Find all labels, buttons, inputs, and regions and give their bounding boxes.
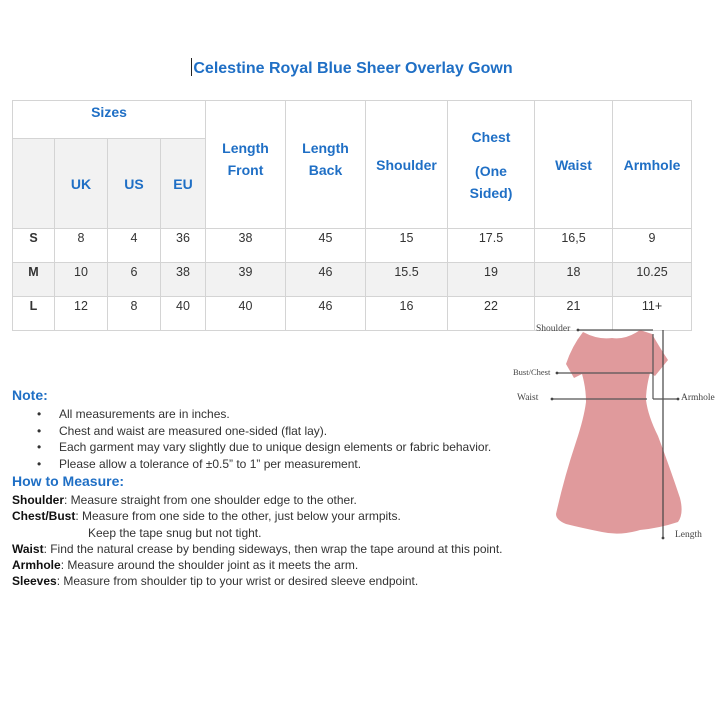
cell-chest: 19 — [448, 263, 535, 297]
size-label: S — [13, 229, 55, 263]
howto-term: Chest/Bust — [12, 509, 76, 524]
cell-length-back: 46 — [286, 297, 366, 331]
cell-waist: 16,5 — [535, 229, 613, 263]
header-waist: Waist — [535, 101, 613, 229]
cell-waist: 18 — [535, 263, 613, 297]
cell-length-front: 38 — [206, 229, 286, 263]
cell-chest: 22 — [448, 297, 535, 331]
cell-armhole: 11+ — [613, 297, 692, 331]
howto-term: Armhole — [12, 558, 61, 573]
cell-shoulder: 16 — [366, 297, 448, 331]
howto-text: : Measure straight from one shoulder edge to the other. — [64, 493, 357, 507]
diagram-label-bust: Bust/Chest — [513, 367, 551, 377]
cell-us: 4 — [108, 229, 161, 263]
cell-eu: 36 — [161, 229, 206, 263]
size-chart-table — [12, 100, 692, 331]
header-shoulder: Shoulder — [366, 101, 448, 229]
howto-text: : Find the natural crease by bending sideways, then wrap the tape around at this point. — [43, 541, 503, 556]
note-heading: Note: — [12, 387, 48, 403]
header-chest-line2: (One Sided) — [469, 162, 513, 201]
how-to-measure-heading: How to Measure: — [12, 473, 125, 489]
howto-sleeves — [12, 573, 503, 589]
dress-icon — [500, 318, 720, 548]
note-item: • Each garment may vary slightly due to unique design elements or fabric behavior. — [12, 439, 491, 456]
howto-chest — [12, 508, 503, 524]
header-armhole: Armhole — [613, 101, 692, 229]
diagram-label-armhole: Armhole — [681, 393, 715, 403]
size-label: L — [13, 297, 55, 331]
note-item: • Chest and waist are measured one-sided (flat lay). — [12, 423, 491, 440]
header-us: US — [108, 139, 161, 229]
cell-eu: 40 — [161, 297, 206, 331]
header-row-top — [13, 101, 692, 139]
cell-length-front: 40 — [206, 297, 286, 331]
cell-us: 8 — [108, 297, 161, 331]
howto-waist — [12, 541, 503, 557]
howto-chest-cont — [12, 525, 503, 541]
cell-chest: 17.5 — [448, 229, 535, 263]
sizes-header: Sizes — [13, 101, 206, 139]
how-to-measure-list — [12, 492, 503, 590]
howto-text: : Measure from one side to the other, just below your armpits. — [75, 509, 401, 524]
cell-shoulder: 15 — [366, 229, 448, 263]
howto-text: : Measure from shoulder tip to your wrist or desired sleeve endpoint. — [56, 574, 419, 589]
cell-armhole: 9 — [613, 229, 692, 263]
size-label: M — [13, 263, 55, 297]
howto-shoulder — [12, 492, 503, 508]
cell-uk: 8 — [55, 229, 108, 263]
header-chest — [448, 101, 535, 229]
howto-armhole — [12, 557, 503, 573]
note-list — [12, 406, 491, 472]
page-title: Celestine Royal Blue Sheer Overlay Gown — [193, 60, 513, 77]
cell-length-back: 46 — [286, 263, 366, 297]
howto-text: Keep the tape snug but not tight. — [88, 525, 262, 540]
cell-shoulder: 15.5 — [366, 263, 448, 297]
header-eu: EU — [161, 139, 206, 229]
dress-measurement-diagram — [500, 318, 720, 548]
header-length-back: Length Back — [286, 101, 366, 229]
header-uk: UK — [55, 139, 108, 229]
diagram-label-length: Length — [675, 530, 702, 540]
header-chest-line1: Chest — [471, 128, 511, 145]
diagram-label-shoulder: Shoulder — [536, 324, 571, 334]
header-length-front: Length Front — [206, 101, 286, 229]
header-size-label — [13, 139, 55, 229]
cell-eu: 38 — [161, 263, 206, 297]
table-row — [13, 263, 692, 297]
cell-length-back: 45 — [286, 229, 366, 263]
cell-length-front: 39 — [206, 263, 286, 297]
cell-armhole: 10.25 — [613, 263, 692, 297]
note-item: • All measurements are in inches. — [12, 406, 491, 423]
cell-uk: 10 — [55, 263, 108, 297]
howto-text: : Measure around the shoulder joint as it meets the arm. — [60, 558, 359, 573]
table-row — [13, 229, 692, 263]
howto-term: Shoulder — [12, 493, 65, 507]
howto-term: Sleeves — [12, 574, 57, 589]
cell-waist: 21 — [535, 297, 613, 331]
diagram-label-waist: Waist — [517, 393, 539, 403]
cell-uk: 12 — [55, 297, 108, 331]
howto-term: Waist — [12, 541, 44, 556]
note-item: • Please allow a tolerance of ±0.5” to 1” per measurement. — [12, 456, 491, 473]
cell-us: 6 — [108, 263, 161, 297]
